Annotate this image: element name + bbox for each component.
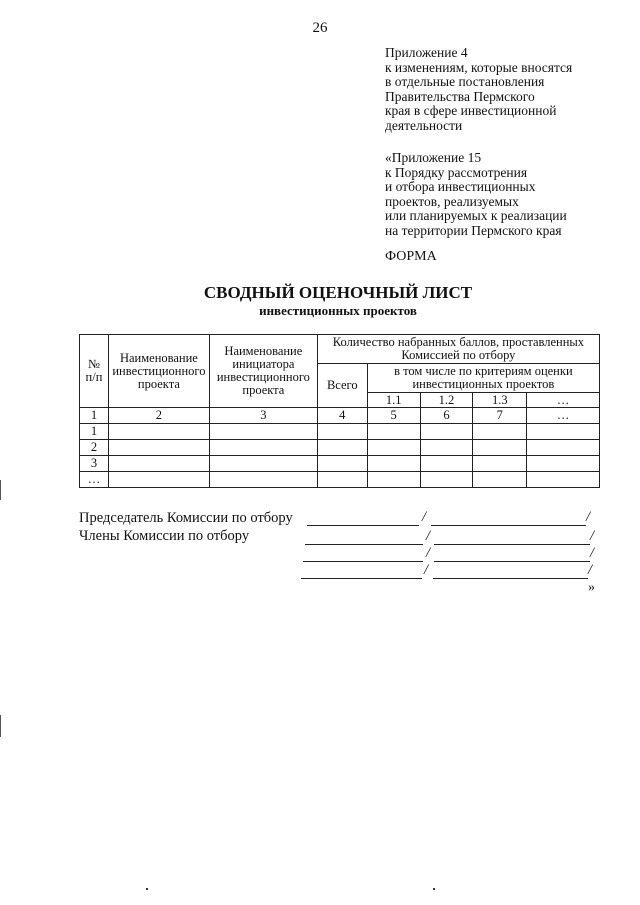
separator-slash: /: [588, 562, 593, 578]
separator-slash: /: [590, 528, 595, 544]
column-number: 4: [317, 408, 367, 424]
empty-cell: [209, 472, 317, 488]
column-number: 6: [420, 408, 473, 424]
empty-cell: [527, 424, 600, 440]
evaluation-table: [79, 334, 600, 488]
document-title: СВОДНЫЙ ОЦЕНОЧНЫЙ ЛИСТ: [203, 283, 473, 302]
appendix-15-line: и отбора инвестиционных: [385, 179, 536, 195]
signature-line: [307, 525, 419, 526]
empty-cell: [367, 424, 420, 440]
members-label: Члены Комиссии по отбору: [79, 528, 250, 544]
empty-cell: [108, 456, 209, 472]
document-subtitle: инвестиционных проектов: [259, 303, 417, 318]
header-criterion: …: [527, 393, 600, 408]
scan-margin-mark: [0, 480, 1, 500]
column-number-row: [80, 408, 600, 424]
table-row: [80, 456, 600, 472]
empty-cell: [209, 424, 317, 440]
header-number: № п/п: [80, 335, 109, 408]
appendix-4-line: в отдельные постановления: [385, 74, 545, 90]
empty-cell: [108, 424, 209, 440]
column-number: 3: [209, 408, 317, 424]
name-line: [433, 578, 588, 579]
empty-cell: [367, 456, 420, 472]
empty-cell: [317, 424, 367, 440]
appendix-15-line: или планируемых к реализации: [385, 208, 567, 224]
empty-cell: [420, 456, 473, 472]
header-criterion: 1.2: [420, 393, 473, 408]
appendix-4-line: Правительства Пермского: [385, 88, 535, 104]
scan-dot: [433, 888, 435, 890]
separator-slash: /: [424, 562, 429, 578]
signature-line: [303, 561, 423, 562]
separator-slash: /: [590, 545, 595, 561]
chairman-label: Председатель Комиссии по отбору: [79, 510, 293, 526]
empty-cell: [317, 456, 367, 472]
appendix-4-header: [385, 46, 572, 134]
row-number: 1: [80, 424, 109, 440]
header-criterion: 1.3: [473, 393, 527, 408]
separator-slash: /: [426, 545, 431, 561]
appendix-4-line: края в сфере инвестиционной: [385, 103, 557, 119]
empty-cell: [420, 472, 473, 488]
name-line: [434, 544, 590, 545]
column-number: 2: [108, 408, 209, 424]
empty-cell: [527, 440, 600, 456]
empty-cell: [420, 440, 473, 456]
empty-cell: [209, 440, 317, 456]
empty-cell: [420, 424, 473, 440]
table-row: [80, 424, 600, 440]
header-criterion: 1.1: [367, 393, 420, 408]
column-number: …: [527, 408, 600, 424]
row-number: 2: [80, 440, 109, 456]
empty-cell: [473, 472, 527, 488]
form-label: ФОРМА: [385, 249, 437, 264]
column-number: 7: [473, 408, 527, 424]
appendix-4-line: к изменениям, которые вносятся: [385, 59, 573, 75]
header-project-name: Наименование инвестиционного проекта: [108, 335, 209, 408]
empty-cell: [473, 440, 527, 456]
header-total: Всего: [317, 364, 367, 408]
empty-cell: [367, 440, 420, 456]
empty-cell: [108, 472, 209, 488]
scan-margin-mark: [0, 715, 1, 737]
name-line: [431, 525, 586, 526]
appendix-4-line: Приложение 4: [385, 45, 468, 60]
appendix-15-line: к Порядку рассмотрения: [385, 164, 528, 180]
signature-line: [305, 544, 423, 545]
row-number: 3: [80, 456, 109, 472]
closing-quote: »: [588, 580, 595, 595]
column-number: 5: [367, 408, 420, 424]
empty-cell: [367, 472, 420, 488]
appendix-4-line: деятельности: [385, 117, 463, 133]
appendix-15-header: [385, 151, 567, 239]
empty-cell: [317, 472, 367, 488]
empty-cell: [108, 440, 209, 456]
separator-slash: /: [422, 509, 427, 525]
header-criteria: в том числе по критериям оценки инвестиционных проектов: [367, 364, 599, 393]
empty-cell: [473, 456, 527, 472]
appendix-15-line: на территории Пермского края: [385, 222, 562, 238]
signature-line: [301, 578, 422, 579]
table-row: [80, 440, 600, 456]
separator-slash: /: [586, 509, 591, 525]
empty-cell: [527, 456, 600, 472]
empty-cell: [527, 472, 600, 488]
empty-cell: [473, 424, 527, 440]
separator-slash: /: [426, 528, 431, 544]
page-number: 26: [312, 20, 328, 36]
column-number: 1: [80, 408, 109, 424]
scan-dot: [146, 888, 148, 890]
appendix-15-line: «Приложение 15: [385, 150, 482, 165]
header-points: Количество набранных баллов, проставленных Комиссией по отбору: [317, 335, 599, 364]
appendix-15-line: проектов, реализуемых: [385, 193, 519, 209]
table-row: [80, 472, 600, 488]
empty-cell: [209, 456, 317, 472]
row-number: …: [80, 472, 109, 488]
name-line: [434, 561, 590, 562]
empty-cell: [317, 440, 367, 456]
header-initiator-name: Наименование инициатора инвестиционного проекта: [209, 335, 317, 408]
